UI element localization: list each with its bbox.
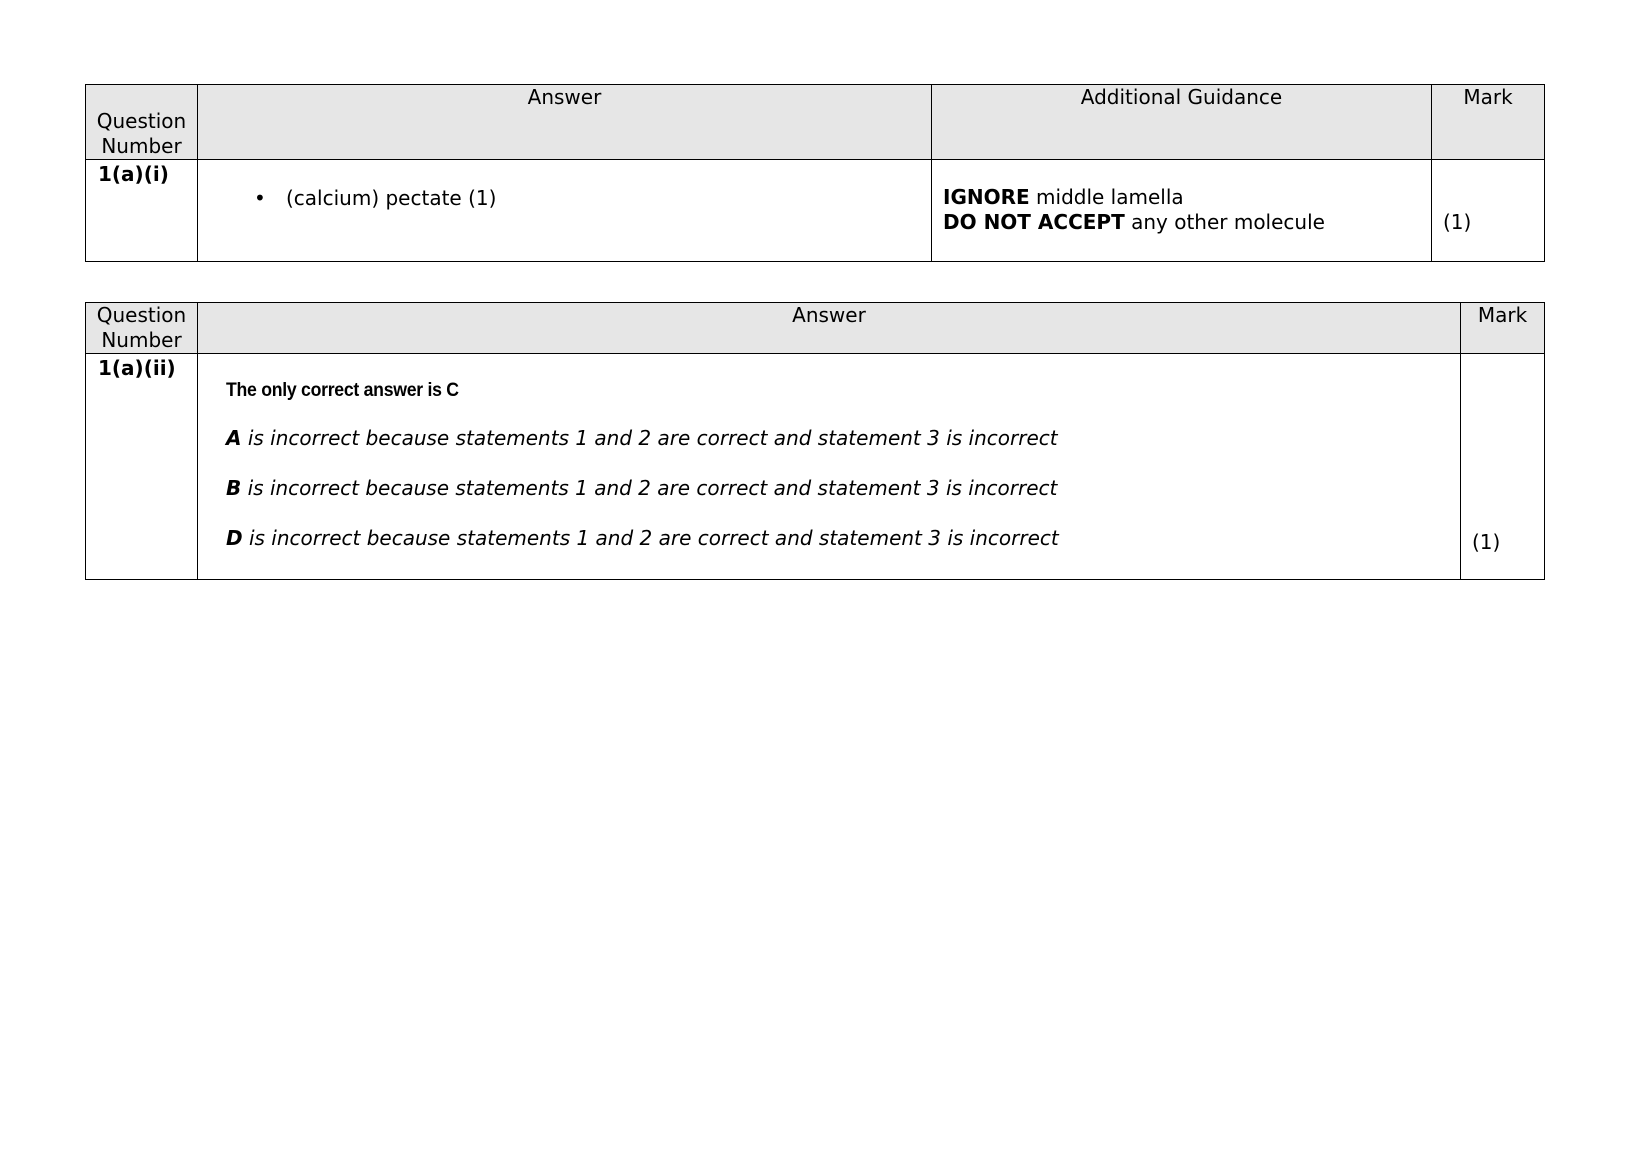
number-header-line2: Number (101, 328, 182, 352)
guidance-cell (932, 160, 1432, 262)
guidance-line-ignore (943, 185, 1431, 210)
question-number: 1(a)(i) (86, 160, 198, 262)
question-number: 1(a)(ii) (86, 354, 198, 580)
mark-value: (1) (1432, 160, 1545, 262)
bullet-icon: • (254, 186, 266, 210)
mark-header: Mark (1432, 85, 1545, 160)
guidance-line-do-not-accept (943, 210, 1431, 235)
mark-value: (1) (1461, 354, 1545, 580)
option-explanation: is incorrect because statements 1 and 2 are correct and statement 3 is incorrect (241, 426, 1058, 450)
answer-header: Answer (198, 85, 932, 160)
question-header-line1: Question (96, 109, 187, 133)
mark-scheme-table-1a-ii (85, 302, 1545, 580)
mark-header: Mark (1461, 303, 1545, 354)
incorrect-option-a (226, 426, 1460, 451)
option-letter: A (226, 426, 242, 450)
incorrect-option-b (226, 476, 1460, 501)
guidance-text: middle lamella (1029, 185, 1184, 209)
option-explanation: is incorrect because statements 1 and 2 are correct and statement 3 is incorrect (241, 476, 1058, 500)
answer-header: Answer (198, 303, 1461, 354)
table-header-row (86, 85, 1545, 160)
guidance-header: Additional Guidance (932, 85, 1432, 160)
incorrect-option-d (226, 526, 1460, 551)
question-number-header (86, 85, 198, 160)
guidance-text: any other molecule (1124, 210, 1325, 234)
table-row (86, 160, 1545, 262)
option-letter: D (226, 526, 243, 550)
answer-cell (198, 354, 1461, 580)
question-header-line1: Question (96, 303, 187, 327)
question-number-header (86, 303, 198, 354)
option-letter: B (226, 476, 242, 500)
number-header-line2: Number (101, 134, 182, 158)
mark-scheme-table-1a-i (85, 84, 1545, 262)
answer-bullet-item (198, 186, 931, 211)
answer-text: (calcium) pectate (1) (286, 186, 497, 210)
correct-answer-statement: The only correct answer is C (226, 380, 459, 401)
table-row (86, 354, 1545, 580)
guidance-keyword: DO NOT ACCEPT (943, 210, 1125, 234)
option-explanation: is incorrect because statements 1 and 2 are correct and statement 3 is incorrect (242, 526, 1059, 550)
table-header-row (86, 303, 1545, 354)
answer-cell (198, 160, 932, 262)
guidance-keyword: IGNORE (943, 185, 1030, 209)
